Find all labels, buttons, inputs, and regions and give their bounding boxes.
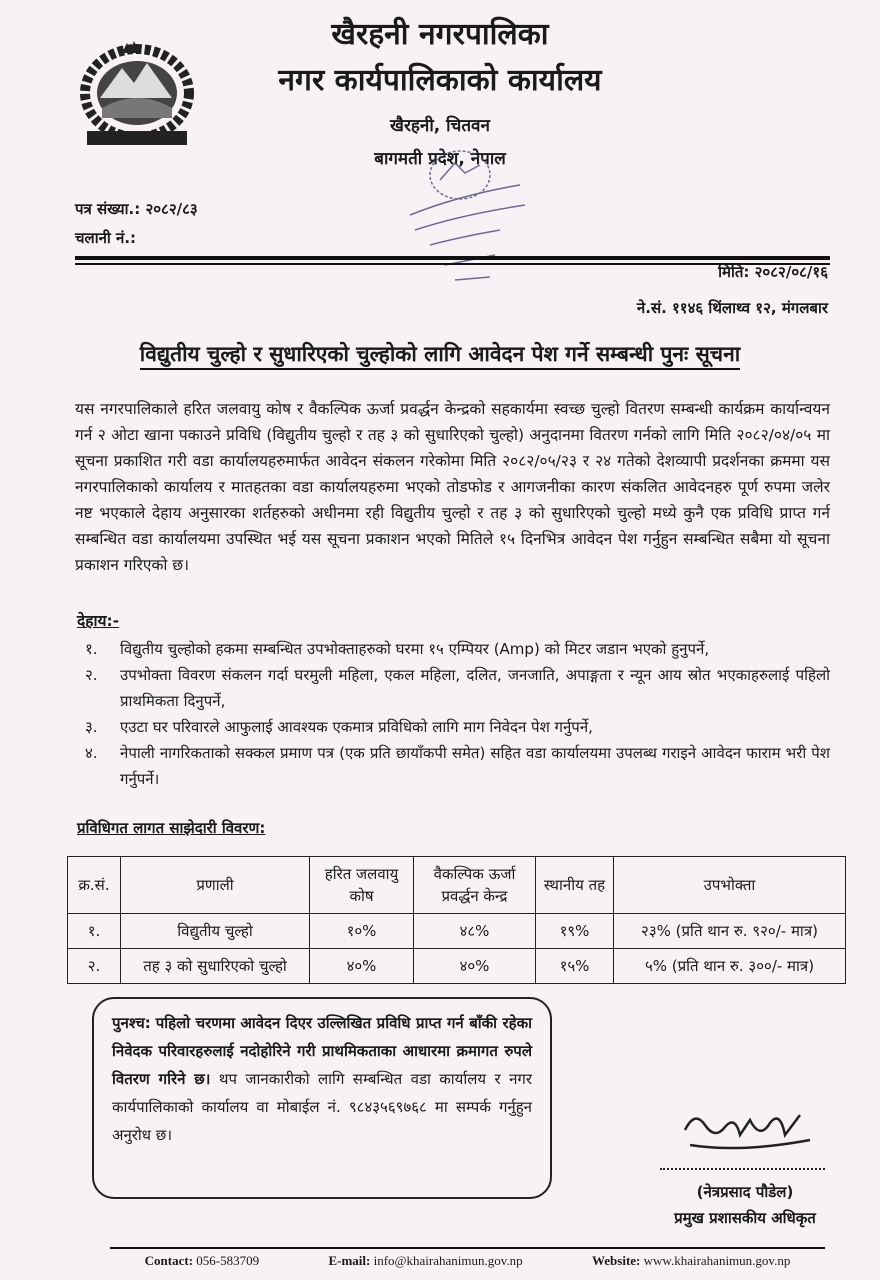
list-item — [85, 740, 830, 792]
footer — [110, 1253, 825, 1269]
website-label: Website: — [591, 1253, 641, 1268]
email-link[interactable]: info@khairahanimun.gov.np — [373, 1253, 523, 1268]
table-row — [68, 914, 846, 949]
header-rule — [75, 256, 830, 260]
item-text: नेपाली नागरिकताको सक्कल प्रमाण पत्र (एक प्रति छायाँकपी समेत) सहित वडा कार्यालयमा उपलब्ध गराइने आवेदन फाराम भरी पेश गर्नुपर्ने। — [120, 744, 830, 788]
list-item — [85, 662, 830, 714]
column-header: वैकल्पिक ऊर्जा प्रवर्द्धन केन्द्र — [414, 857, 536, 914]
notice-title: विद्युतीय चुल्हो र सुधारिएको चुल्होको लागि आवेदन पेश गर्ने सम्बन्धी पुनः सूचना — [140, 342, 740, 370]
table-header-row — [68, 857, 846, 914]
dispatch-number: चलानी नं.: — [75, 229, 137, 247]
signatory-designation: प्रमुख प्रशासकीय अधिकृत — [674, 1209, 816, 1227]
footer-rule — [110, 1247, 825, 1249]
office-name: नगर कार्यपालिकाको कार्यालय — [278, 63, 602, 98]
table-cell: ४०% — [414, 949, 536, 984]
office-province: बागमती प्रदेश, नेपाल — [374, 149, 506, 169]
footer-email — [328, 1253, 522, 1269]
table-cell: तह ३ को सुधारिएको चुल्हो — [121, 949, 310, 984]
table-row — [68, 949, 846, 984]
website-link[interactable]: www.khairahanimun.gov.np — [643, 1253, 791, 1268]
nepal-sambat-date: ने.सं. ११४६ थिंलाथ्व १२, मंगलबार — [636, 299, 828, 317]
office-location: खैरहनी, चितवन — [390, 116, 490, 136]
list-item — [85, 714, 830, 740]
footer-website — [592, 1253, 790, 1269]
notice-body: यस नगरपालिकाले हरित जलवायु कोष र वैकल्पिक ऊर्जा प्रवर्द्धन केन्द्रको सहकार्यमा स्वच्छ चुल्हो वितरण सम्बन्धी कार्यक्रम कार्यान्वयन गर्न २ ओटा खाना पकाउने प्रविधि (विद्युतीय चुल्हो र तह ३ को सुधारिएको चुल्हो) अनुदानमा वितरण गर्नको लागि मिति २०८२/०४/०५ मा सूचना प्रकाशित गरी वडा कार्यालयहरुमार्फत आवेदन संकलन गरेकोमा मिति २०८२/०५/२३ र २४ गतेको देशव्यापी प्रदर्शनका क्रममा यस नगरपालिकाको कार्यालय र मातहतका वडा कार्यालयहरुमा भएको तोडफोड र आगजनीका कारण संकलित आवेदनहरु पूर्ण रुपमा जलेर नष्ट भएकाले देहाय अनुसारका शर्तहरुको अधीनमा रही विद्युतीय चुल्हो र तह ३ को सुधारिएको चुल्हो मध्ये कुनै एक प्रविधि प्राप्त गर्न सम्बन्धित वडा कार्यालयमा उपस्थित भई यस सूचना प्रकाशन भएको मितिले १५ दिनभित्र आवेदन पेश गर्नुहुन सम्बन्धित सबैमा यो सूचना प्रकाशन गरिएको छ। — [75, 400, 830, 574]
conditions-list — [85, 636, 830, 792]
postscript-text: थप जानकारीको लागि सम्बन्धित वडा कार्यालय र नगर कार्यपालिकाको कार्यालय वा मोबाईल नं. ९८४३५६९७६८ मा सम्पर्क गर्नुहुन अनुरोध छ। — [112, 1070, 532, 1144]
cost-sharing-table — [67, 856, 846, 984]
conditions-heading: देहाय:- — [77, 612, 120, 630]
table-cell: ५% (प्रति थान रु. ३००/- मात्र) — [614, 949, 846, 984]
cost-table-heading: प्रविधिगत लागत साझेदारी विवरण: — [77, 819, 266, 837]
signatory-name: (नेत्रप्रसाद पौडेल) — [696, 1183, 794, 1201]
item-number: २. — [85, 666, 98, 684]
contact-label: Contact: — [144, 1253, 194, 1268]
column-header: क्र.सं. — [68, 857, 121, 914]
column-header: स्थानीय तह — [536, 857, 614, 914]
column-header: हरित जलवायु कोष — [310, 857, 414, 914]
item-text: उपभोक्ता विवरण संकलन गर्दा घरमुली महिला, एकल महिला, दलित, जनजाति, अपाङ्गता र न्यून आय स्रोत भएकाहरुलाई पहिलो प्राथमिकता दिनुपर्ने, — [120, 666, 830, 710]
postscript-box — [92, 997, 552, 1199]
signature-line — [660, 1168, 825, 1170]
signature — [680, 1105, 820, 1169]
postscript-bold-text: पहिलो चरणमा आवेदन दिएर उल्लिखित प्रविधि प्राप्त गर्न बाँकी रहेका निवेदक परिवारहरुलाई नदोहोरिने गरी प्राथमिकताका आधारमा क्रमागत रुपले वितरण गरिने छ। — [112, 1014, 532, 1088]
contact-phone: 056-583709 — [196, 1253, 260, 1268]
item-number: ३. — [85, 718, 98, 736]
table-cell: विद्युतीय चुल्हो — [121, 914, 310, 949]
column-header: उपभोक्ता — [614, 857, 846, 914]
table-cell: ४८% — [414, 914, 536, 949]
office-stamp — [400, 145, 530, 299]
table-cell: १०% — [310, 914, 414, 949]
notice-title-wrap — [0, 340, 880, 368]
municipality-name: खैरहनी नगरपालिका — [331, 17, 549, 52]
item-number: ४. — [85, 744, 98, 762]
table-cell: २३% (प्रति थान रु. ९२०/- मात्र) — [614, 914, 846, 949]
table-cell: १. — [68, 914, 121, 949]
table-cell: २. — [68, 949, 121, 984]
table-cell: १५% — [536, 949, 614, 984]
date: मिति: २०८२/०८/१६ — [718, 263, 828, 281]
table-cell: ४०% — [310, 949, 414, 984]
letter-number: पत्र संख्या.: २०८२/८३ — [75, 200, 198, 218]
item-text: एउटा घर परिवारले आफुलाई आवश्यक एकमात्र प्रविधिको लागि माग निवेदन पेश गर्नुपर्ने, — [120, 718, 593, 736]
item-number: १. — [85, 640, 98, 658]
item-text: विद्युतीय चुल्होको हकमा सम्बन्धित उपभोक्ताहरुको घरमा १५ एम्पियर (Amp) को मिटर जडान भएको हुनुपर्ने, — [120, 640, 710, 658]
postscript-label: पुनश्च: — [112, 1014, 151, 1032]
footer-contact — [145, 1253, 259, 1269]
header-rule-thin — [75, 263, 830, 265]
table-cell: १९% — [536, 914, 614, 949]
column-header: प्रणाली — [121, 857, 310, 914]
list-item — [85, 636, 830, 662]
email-label: E-mail: — [328, 1253, 371, 1268]
